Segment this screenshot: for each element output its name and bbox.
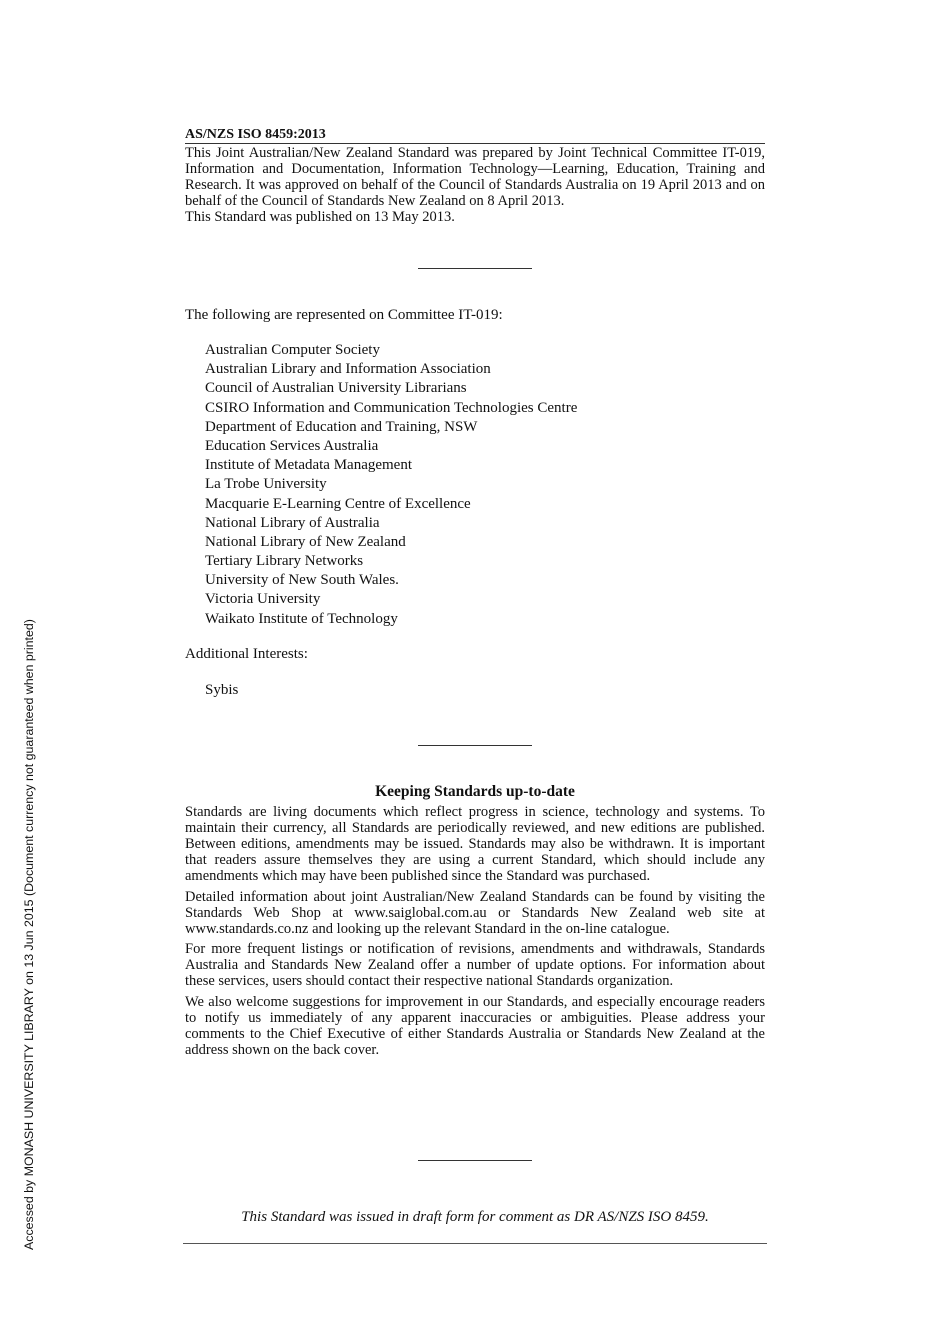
body-paragraph: For more frequent listings or notification of revisions, amendments and withdrawals, Standards Australia and Standards New Zealand offer a number of update options. For information about these services, users should contact their respective national Standards organization. (185, 941, 765, 989)
list-item: Victoria University (205, 591, 321, 608)
body-paragraph: Detailed information about joint Australian/New Zealand Standards can be found by visiting the Standards Web Shop at www.saiglobal.com.au or Standards New Zealand web site at www.standards.co.nz and looking up the relevant Standard in the on-line catalogue. (185, 888, 765, 937)
list-item: CSIRO Information and Communication Technologies Centre (205, 399, 578, 416)
body-paragraph: We also welcome suggestions for improvement in our Standards, and especially encourage readers to notify us immediately of any apparent inaccuracies or ambiguities. Please address your comments to the Chief Executive of either Standards Australia or Standards New Zealand at the address shown on the back cover. (185, 993, 765, 1058)
body-paragraph: Standards are living documents which reflect progress in science, technology and systems. To maintain their currency, all Standards are periodically reviewed, and new editions are published. Between editions, amendments may be issued. Standards may also be withdrawn. It is important that readers assure themselves they are using a current Standard, which should include any amendments which may have been published since the Standard was purchased. (185, 804, 765, 884)
list-item: Sybis (205, 682, 239, 698)
list-item: Australian Library and Information Association (205, 361, 491, 378)
additional-interests-heading: Additional Interests: (185, 646, 308, 662)
access-stamp: Accessed by MONASH UNIVERSITY LIBRARY on 13 Jun 2015 (Document currency not guaranteed when printed) (22, 619, 36, 1250)
list-item: Tertiary Library Networks (205, 553, 364, 570)
section-separator (418, 268, 532, 269)
list-item: University of New South Wales. (205, 572, 399, 589)
list-item: Waikato Institute of Technology (205, 610, 398, 627)
standard-number: AS/NZS ISO 8459:2013 (185, 126, 765, 144)
list-item: Council of Australian University Librarians (205, 380, 467, 397)
section-separator (418, 745, 532, 746)
publication-date-paragraph: This Standard was published on 13 May 2013. (185, 209, 455, 225)
keeping-standards-body (185, 804, 765, 1062)
list-item: National Library of New Zealand (205, 533, 406, 550)
preparation-block (185, 145, 765, 225)
committee-member-list (205, 341, 577, 629)
list-item: Education Services Australia (205, 437, 379, 454)
list-item: Australian Computer Society (205, 342, 380, 358)
section-separator (418, 1160, 532, 1161)
preparation-paragraph: This Joint Australian/New Zealand Standard was prepared by Joint Technical Committee IT-019, Information and Documentation, Information Technology—Learning, Education, Training and Research. It was approved on behalf of the Council of Standards Australia on 19 April 2013 and on behalf of the Council of Standards New Zealand on 8 April 2013. (185, 145, 765, 209)
additional-interests-list (205, 681, 238, 699)
list-item: Department of Education and Training, NSW (205, 418, 478, 435)
list-item: Institute of Metadata Management (205, 457, 413, 474)
list-item: La Trobe University (205, 476, 327, 493)
list-item: Macquarie E-Learning Centre of Excellence (205, 495, 471, 512)
committee-intro: The following are represented on Committee IT-019: (185, 307, 503, 323)
keeping-standards-heading: Keeping Standards up-to-date (375, 783, 575, 800)
list-item: National Library of Australia (205, 514, 380, 531)
draft-note: This Standard was issued in draft form for comment as DR AS/NZS ISO 8459. (241, 1209, 709, 1225)
footer-rule (183, 1243, 767, 1244)
